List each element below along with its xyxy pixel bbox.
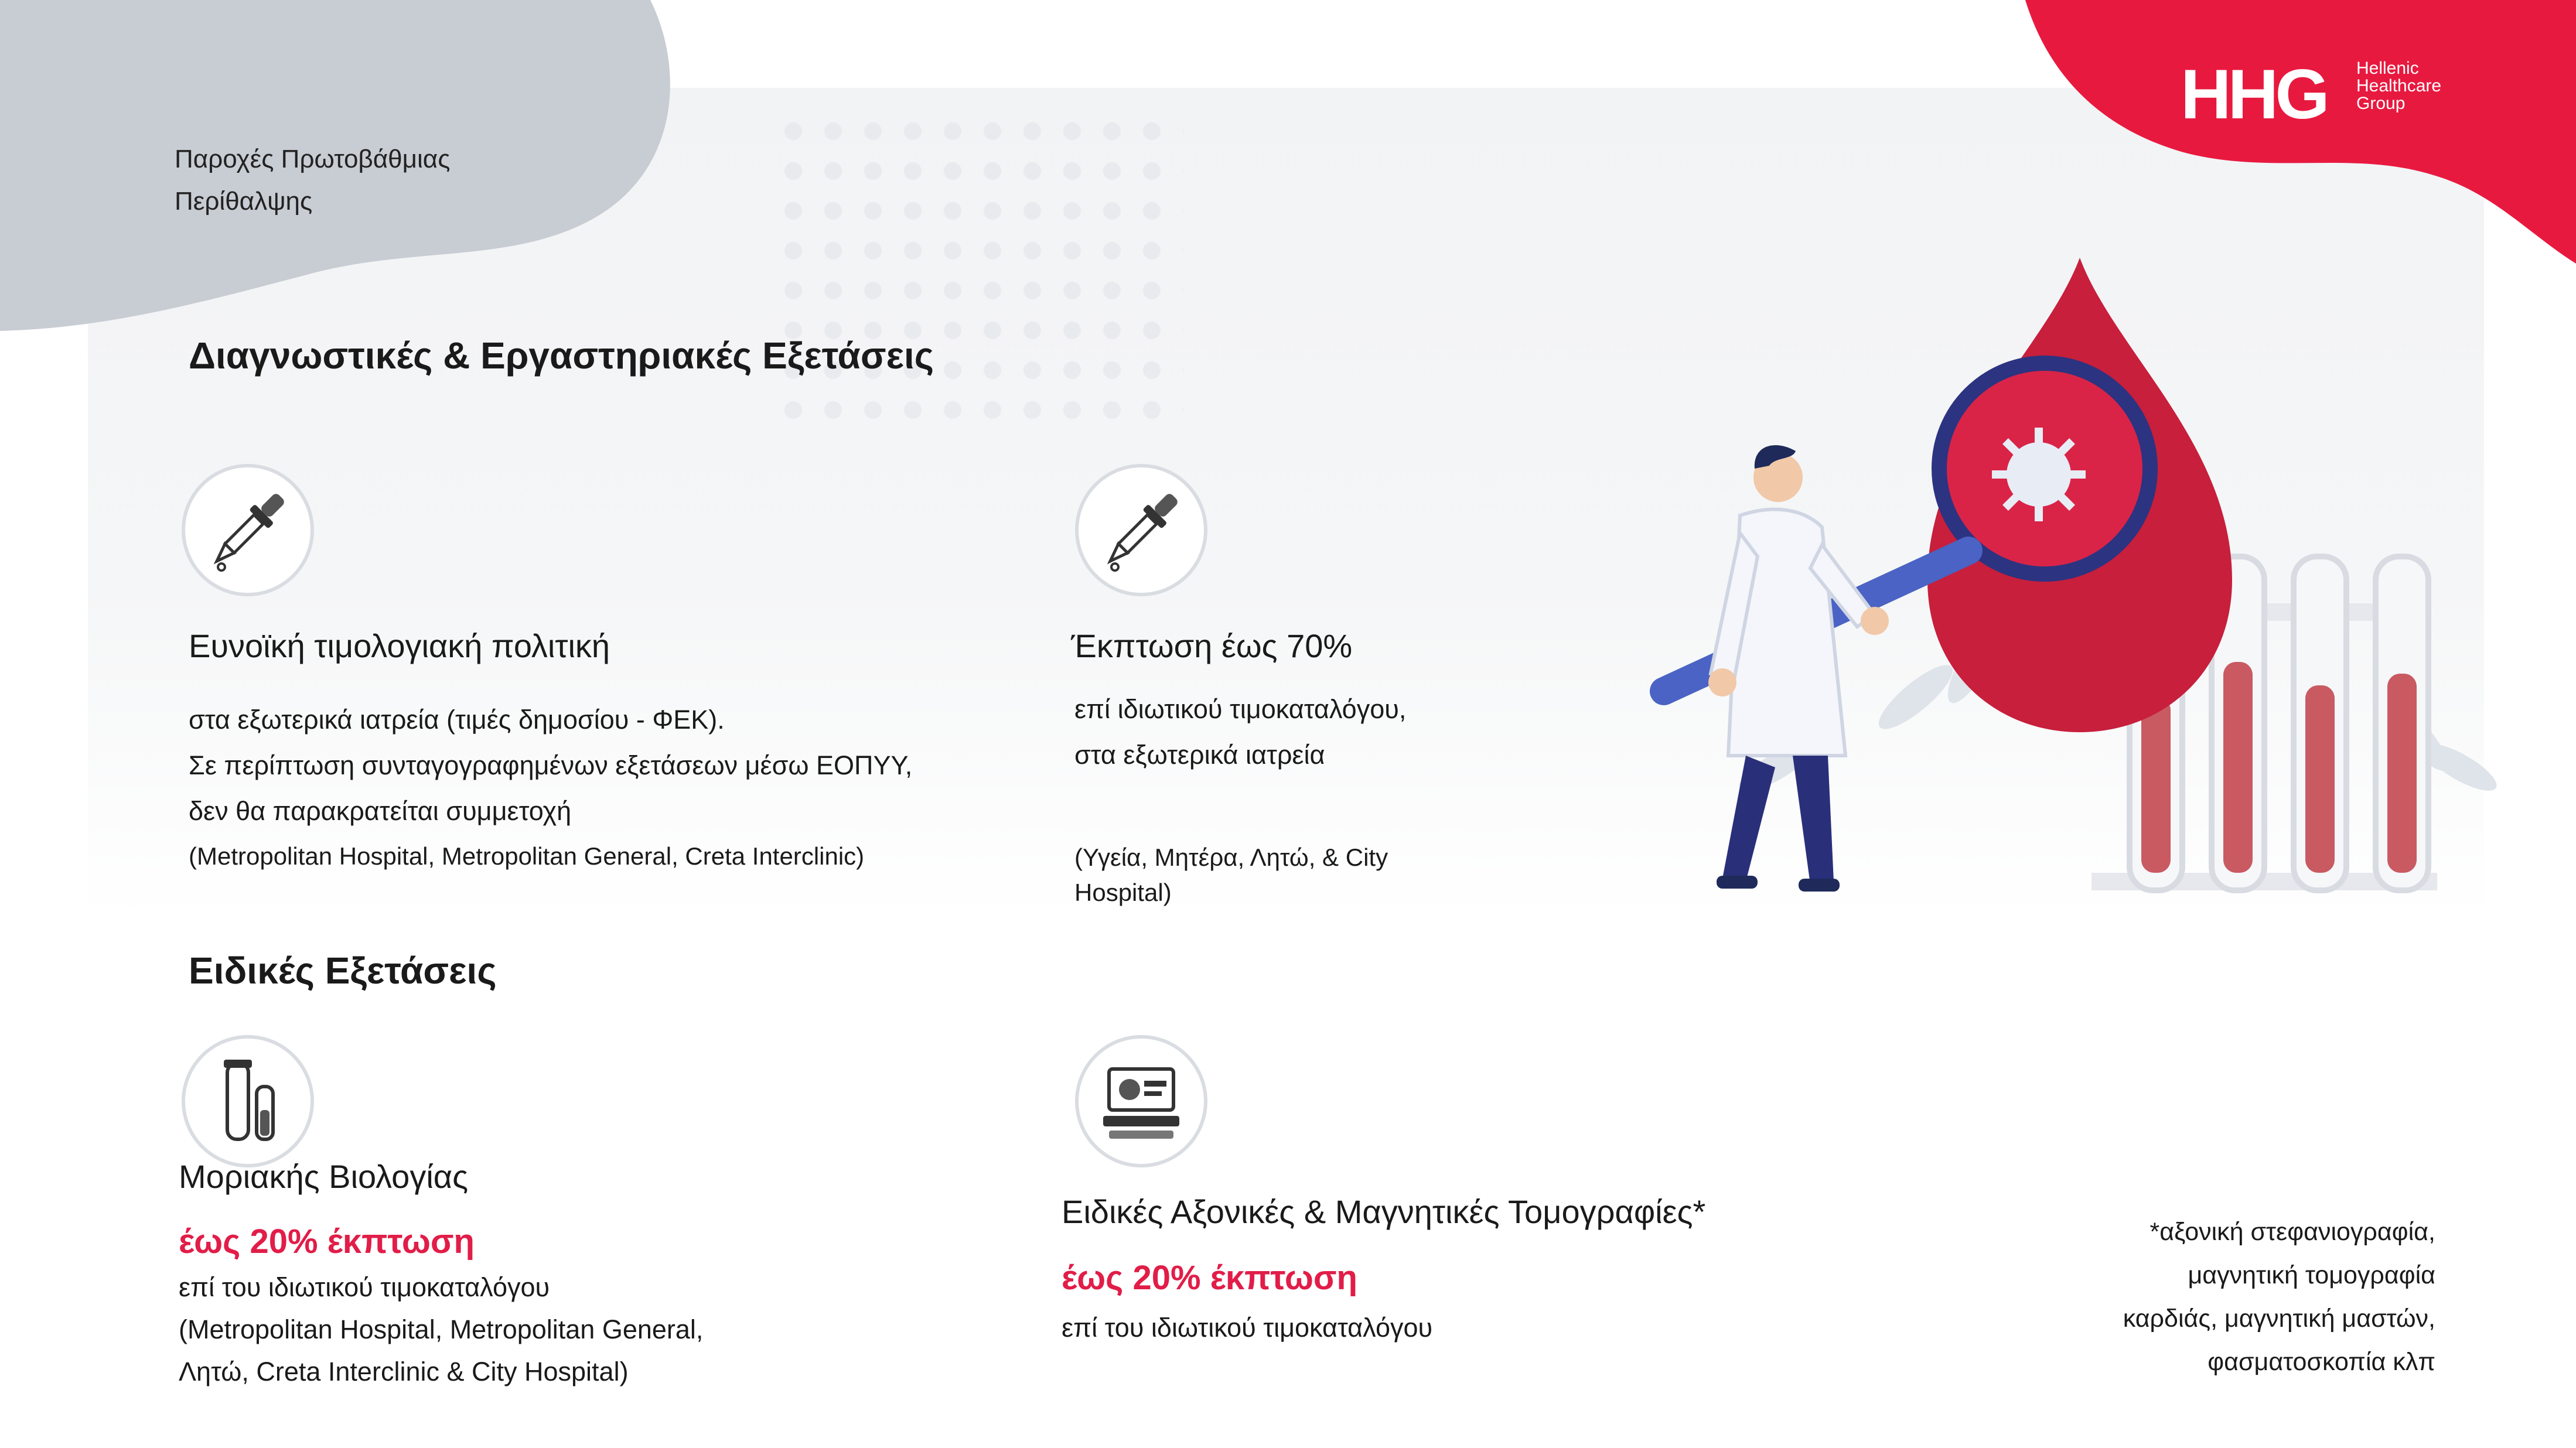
logo-line3: Group <box>2356 94 2406 113</box>
pipette-icon <box>180 463 315 597</box>
footnote-line3: καρδιάς, μαγνητική μαστών, <box>2123 1304 2435 1333</box>
diagnostics-right-hospitals <box>1074 840 1388 910</box>
special-left-subtitle: Μοριακής Βιολογίας <box>179 1158 469 1195</box>
diagnostics-left-hospitals: (Metropolitan Hospital, Metropolitan General, Creta Interclinic) <box>189 842 865 870</box>
footnote <box>2123 1210 2435 1384</box>
diagnostics-right-hospitals-line1: (Υγεία, Μητέρα, Λητώ, & City <box>1074 843 1388 871</box>
hhg-logo <box>2181 54 2442 135</box>
ct-scanner-icon <box>1074 1034 1209 1169</box>
special-left-hospitals-line2: Λητώ, Creta Interclinic & City Hospital) <box>179 1357 629 1386</box>
diagnostics-right-line2: στα εξωτερικά ιατρεία <box>1074 740 1325 770</box>
diagnostics-left-line3: δεν θα παρακρατείται συμμετοχή <box>189 796 572 826</box>
diagnostics-right-hospitals-line2: Hospital) <box>1074 879 1172 906</box>
logo-line2: Healthcare <box>2356 76 2442 95</box>
special-title: Ειδικές Εξετάσεις <box>189 950 497 992</box>
logo-subtitle <box>2356 60 2441 112</box>
test-tubes-icon <box>180 1034 315 1169</box>
diagnostics-right-body <box>1074 687 1406 778</box>
special-left-discount: έως 20% έκπτωση <box>179 1222 475 1261</box>
footnote-line4: φασματοσκοπία κλπ <box>2207 1348 2435 1376</box>
diagnostics-title: Διαγνωστικές & Εργαστηριακές Εξετάσεις <box>189 334 934 377</box>
dot-pattern <box>773 111 1183 439</box>
special-right-subtitle: Ειδικές Αξονικές & Μαγνητικές Τομογραφίες* <box>1062 1193 1706 1230</box>
footnote-line1: *αξονική στεφανιογραφία, <box>2149 1218 2435 1246</box>
pipette-icon <box>1074 463 1209 597</box>
doctor-blood-drop-magnifier-icon <box>1599 252 2531 902</box>
special-left-body <box>179 1266 703 1393</box>
special-right-line1: επί του ιδιωτικού τιμοκαταλόγου <box>1062 1313 1433 1343</box>
special-right-discount: έως 20% έκπτωση <box>1062 1259 1357 1297</box>
special-left-hospitals-line1: (Metropolitan Hospital, Metropolitan General, <box>179 1314 704 1344</box>
diagnostics-left-body <box>189 697 912 834</box>
diagnostics-left-subtitle: Ευνοϊκή τιμολογιακή πολιτική <box>189 627 610 664</box>
corner-title-line2: Περίθαλψης <box>175 187 313 216</box>
diagnostics-right-subtitle: Έκπτωση έως 70% <box>1071 627 1353 664</box>
corner-title-line1: Παροχές Πρωτοβάθμιας <box>175 145 451 173</box>
diagnostics-left-line1: στα εξωτερικά ιατρεία (τιμές δημοσίου - ΦΕΚ). <box>189 705 725 735</box>
red-corner-shape <box>2025 0 2576 269</box>
footnote-line2: μαγνητική τομογραφία <box>2188 1261 2435 1289</box>
diagnostics-right-line1: επί ιδιωτικού τιμοκαταλόγου, <box>1074 694 1407 724</box>
page-corner-title <box>175 138 450 223</box>
diagnostics-left-line2: Σε περίπτωση συνταγογραφημένων εξετάσεων μέσω ΕΟΠΥΥ, <box>189 750 913 780</box>
logo-line1: Hellenic <box>2356 59 2419 78</box>
logo-word: HHG <box>2181 55 2326 134</box>
special-left-line1: επί του ιδιωτικού τιμοκαταλόγου <box>179 1272 550 1302</box>
